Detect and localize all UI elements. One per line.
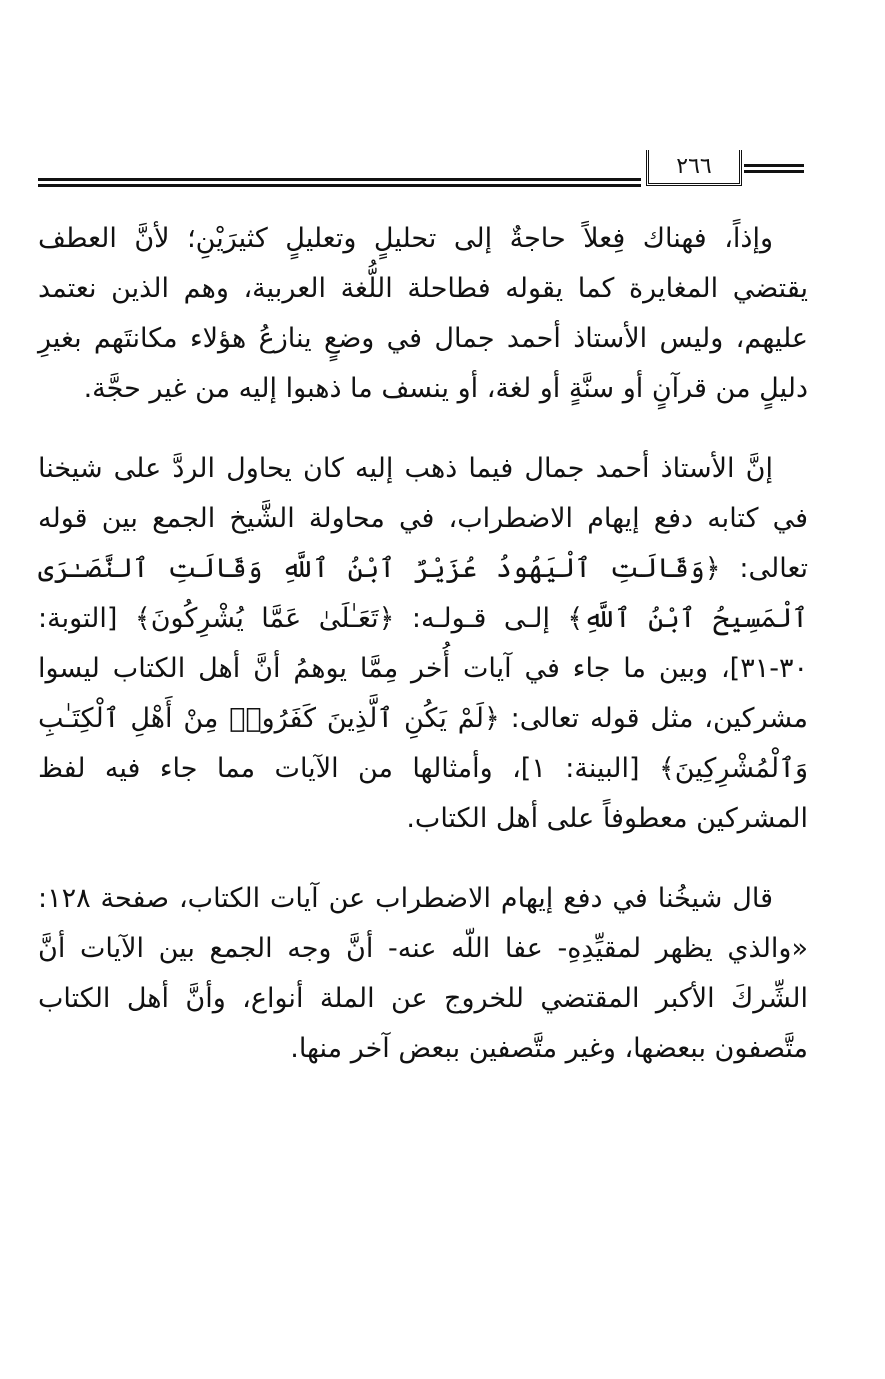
header-short-rule-bottom	[744, 170, 804, 173]
paragraph-2-intro: إنَّ الأستاذ أحمد جمال فيما ذهب إليه كان يحاول الردَّ على شيخنا في كتابه دفع إيهام الاضطراب، في محاولة الشَّيخ الجمع بين قوله تعالى:	[38, 453, 808, 584]
header-rule-top	[38, 178, 641, 181]
quran-verse-bayyinah-1: ﴿لَمْ يَكُنِ ٱلَّذِينَ كَفَرُوا۟ مِنْ أَهْلِ ٱلْكِتَـٰبِ وَٱلْمُشْرِكِينَ﴾	[38, 703, 808, 784]
paragraph-1: وإذاً، فهناك فِعلاً حاجةٌ إلى تحليلٍ وتعليلٍ كثيرَيْنِ؛ لأنَّ العطف يقتضي المغايرة كما يقوله فطاحلة اللُّغة العربية، وهم الذين نعتمد عليهم، وليس الأستاذ أحمد جمال في وضعٍ ينازعُ هؤلاء مكانتَهم بغيرِ دليلٍ من قرآنٍ أو سنَّةٍ أو لغة، أو ينسف ما ذهبوا إليه من غير حجَّة.	[38, 223, 808, 404]
page-body	[38, 214, 808, 1104]
header-short-rule-top	[744, 164, 804, 167]
page-header	[38, 150, 806, 190]
paragraph-2-ending: [البينة: ١]، وأمثالها من الآيات مما جاء فيه لفظ المشركين معطوفاً على أهل الكتاب.	[38, 753, 808, 834]
header-rule-bottom	[38, 184, 641, 187]
paragraph-2	[38, 444, 808, 844]
quran-verse-tawbah-31: ﴿تَعَـٰلَىٰ عَمَّا يُشْرِكُونَ﴾	[134, 603, 395, 634]
page-number: ٢٦٦	[646, 150, 742, 186]
quran-verse-tawbah-30: ﴿وَقَالَتِ ٱلْيَهُودُ عُزَيْرٌ ٱبْنُ ٱللَّهِ وَقَالَتِ ٱلنَّصَـٰرَى ٱلْمَسِيحُ ٱبْنُ ٱللَّهِ﴾	[38, 553, 808, 634]
paragraph-2-citation: [التوبة: ٣٠-٣١]، وبين ما جاء في آيات أُخر مِمَّا يوهمُ أنَّ أهل الكتاب ليسوا مشركين، مثل قوله تعالى:	[38, 603, 808, 734]
paragraph-2-bridge: إلـى قـولـه:	[394, 603, 568, 634]
paragraph-3: قال شيخُنا في دفع إيهام الاضطراب عن آيات الكتاب، صفحة ١٢٨: «والذي يظهر لمقيِّدِهِ- عفا اللّه عنه- أنَّ وجه الجمع بين الآيات أنَّ الشِّركَ الأكبر المقتضي للخروج عن الملة أنواع، وأنَّ أهل الكتاب متَّصفون ببعضها، وغير متَّصفين ببعض آخر منها.	[38, 883, 808, 1064]
